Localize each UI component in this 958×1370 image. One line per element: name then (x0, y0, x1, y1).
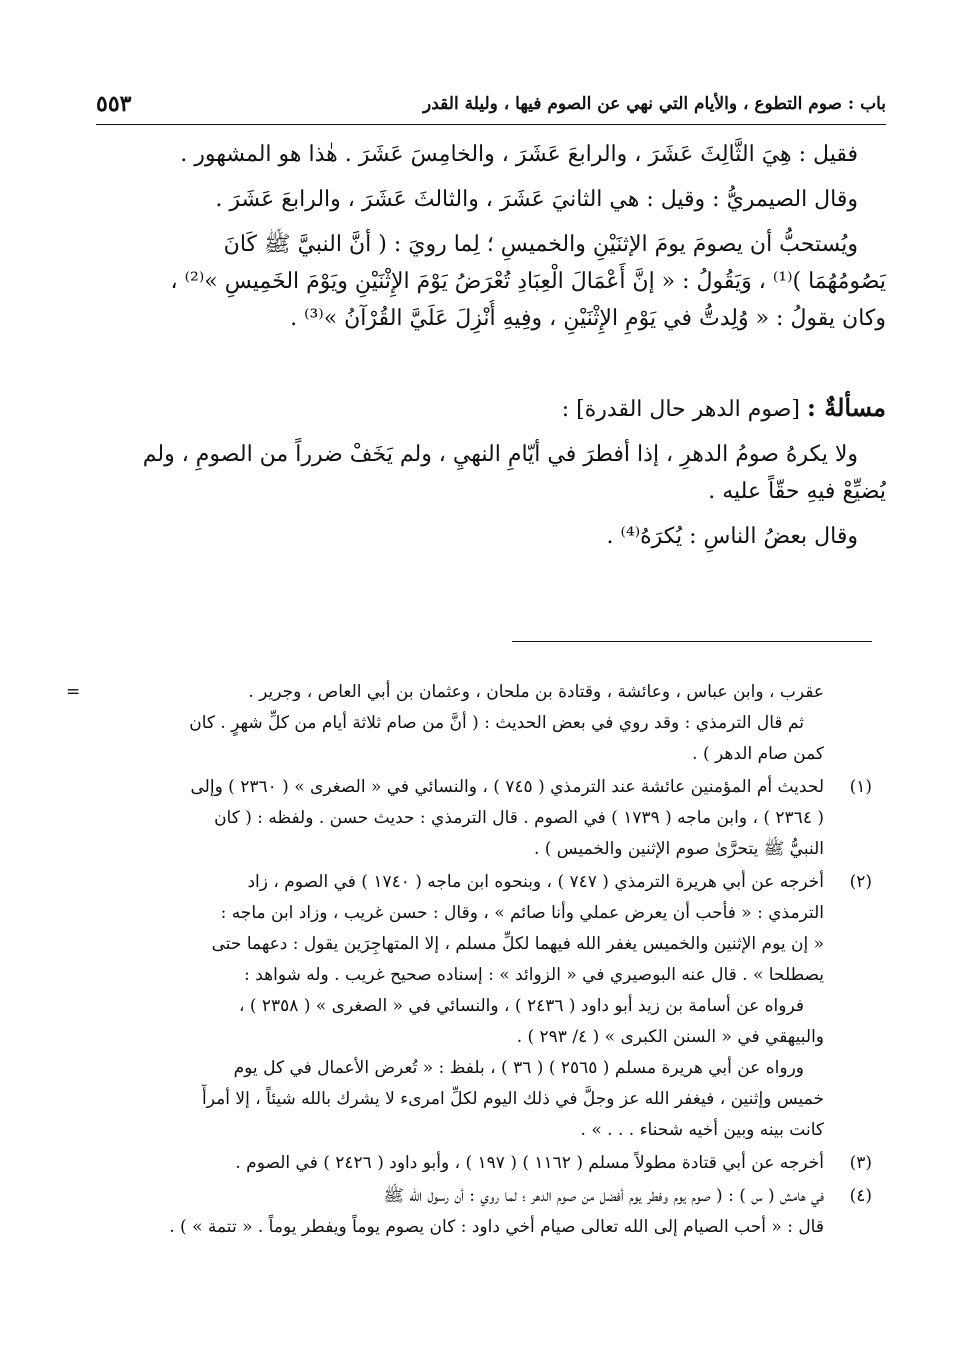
page-number: ٥٥٣ (96, 91, 132, 117)
footnote-line: أخرجه عن أبي قتادة مطولاً مسلم ( ١١٦٢ ) ( ١٩٧ ) ، وأبو داود ( ٢٤٢٦ ) في الصوم . (235, 1153, 824, 1173)
paragraph-4 (96, 436, 886, 510)
footnote-2 (96, 867, 872, 1146)
footnotes (66, 677, 872, 1245)
footnote-line: أخرجه عن أبي هريرة الترمذي ( ٧٤٧ ) ، وبنحوه ابن ماجه ( ١٧٤٠ ) في الصوم ، زاد (247, 872, 824, 892)
running-head: باب : صوم التطوع ، والأيام التي نهي عن الصوم فيها ، وليلة القدر (423, 94, 886, 114)
footnote-divider (512, 641, 872, 642)
footnote-line: يصطلحا » . قال عنه البوصيري في « الزوائد » : إسناده صحيح غريب . وله شواهد : (244, 965, 824, 985)
footnote-line: « إن يوم الإثنين والخميس يغفر الله فيهما لكلِّ مسلم ، إلا المتهاجِرَين يقول : دعهما حتى (211, 934, 824, 954)
paragraph-3-line-3: وكان يقولُ : « وُلِدتُّ في يَوْمِ الإِثْنَيْنِ ، وفِيهِ أُنْزِلَ عَلَيَّ القُرْآنُ »⁽³⁾ . (290, 306, 886, 331)
footnote-line: ( ٢٣٦٤ ) ، وابن ماجه ( ١٧٣٩ ) في الصوم . قال الترمذي : حديث حسن . ولفظه : ( كان (214, 808, 824, 828)
paragraph-1: فقيل : هِيَ الثَّالِثَ عَشَرَ ، والرابعَ عَشَرَ ، والخامِسَ عَشَرَ . هٰذا هو المشهور . (180, 142, 858, 167)
paragraph-3-line-1: ويُستحبُّ أن يصومَ يومَ الإثنَيْنِ والخميسِ ؛ لِما رويَ : ( أنَّ النبيَّ ﷺ كَانَ (223, 232, 858, 257)
footnote-line: كانت بينه وبين أخيه شحناء . . . » . (580, 1120, 824, 1140)
paragraph-3-line-2: يَصُومُهُمَا )⁽¹⁾ ، وَيَقُولُ : « إنَّ أَعْمَالَ الْعِبَادِ تُعْرَضُ يَوْمَ الإِثْنَيْنِ ويَوْمَ الخَمِيسِ »⁽²⁾ ، (170, 269, 886, 294)
footnote-number: (٣) (849, 1153, 872, 1173)
footnote-line: الترمذي : « فأحب أن يعرض عملي وأنا صائم » ، وقال : حسن غريب ، وزاد ابن ماجه : (220, 903, 824, 923)
masala-heading (96, 389, 886, 428)
continuation-marker: = (66, 682, 81, 702)
footnote-line: لحديث أم المؤمنين عائشة عند الترمذي ( ٧٤٥ ) ، والنسائي في « الصغرى » ( ٢٣٦٠ ) وإلى (190, 777, 824, 797)
footnote-line: النبيُّ ﷺ يتحرَّىٰ صوم الإثنين والخميس ) . (533, 839, 824, 859)
paragraph-4-line-2: يُضيِّعْ فيهِ حقّاً عليه . (708, 479, 886, 504)
footnote-line: فرواه عن أسامة بن زيد أبو داود ( ٢٤٣٦ ) ، والنسائي في « الصغرى » ( ٢٣٥٨ ) ، (238, 996, 804, 1016)
main-text (96, 136, 886, 563)
paragraph-3 (96, 226, 886, 337)
footnote-line: عقرب ، وابن عباس ، وعائشة ، وقتادة بن ملحان ، وعثمان بن أبي العاص ، وجرير . (248, 682, 824, 702)
paragraph-4-line-1: ولا يكرهُ صومُ الدهرِ ، إذا أفطرَ في أيّامِ النهيِ ، ولم يَخَفْ ضرراً من الصومِ ، ولم (142, 442, 858, 467)
footnote-line: ثم قال الترمذي : وقد روي في بعض الحديث : ( أنَّ من صام ثلاثة أيام من كلِّ شهرٍ . كان (189, 713, 804, 733)
masala-title: [صوم الدهر حال القدرة] : (561, 397, 801, 422)
footnote-1 (96, 772, 872, 865)
footnote-line: كمن صام الدهر ) . (692, 744, 824, 764)
footnote-line: والبيهقي في « السنن الكبرى » ( ٤/ ٢٩٣ ) . (516, 1027, 824, 1047)
footnote-number: (٤) (849, 1186, 872, 1206)
footnote-line: خميس وإثنين ، فيغفر الله عز وجلَّ في ذلك اليوم لكلِّ امرىء لا يشرك بالله شيئاً ، إلا أمرأً (202, 1089, 824, 1109)
footnote-4 (96, 1181, 872, 1243)
footnote-number: (١) (849, 777, 872, 797)
paragraph-5: وقال بعضُ الناسِ : يُكرَهُ⁽⁴⁾ . (606, 524, 858, 549)
page-header (96, 84, 886, 125)
masala-label: مسألةٌ : (807, 393, 886, 422)
footnote-number: (٢) (849, 872, 872, 892)
footnote-line: قال : « أحب الصيام إلى الله تعالى صيام أخي داود : كان يصوم يوماً ويفطر يوماً . « تتمة » ) . (169, 1217, 824, 1237)
paragraph-2: وقال الصيمريُّ : وقيل : هي الثانيَ عَشَرَ ، والثالثَ عَشَرَ ، والرابعَ عَشَرَ . (215, 187, 858, 212)
footnote-continuation (66, 677, 872, 770)
footnote-line: في هامش ( س ) : ( صوم يوم وفطر يوم أفضل من صوم الدهر ؛ لما روي : أن رسول الله ﷺ (383, 1186, 824, 1206)
footnote-3 (96, 1148, 872, 1179)
footnote-line: ورواه عن أبي هريرة مسلم ( ٢٥٦٥ ) ( ٣٦ ) ، بلفظ : « تُعرض الأعمال في كل يوم (233, 1058, 804, 1078)
